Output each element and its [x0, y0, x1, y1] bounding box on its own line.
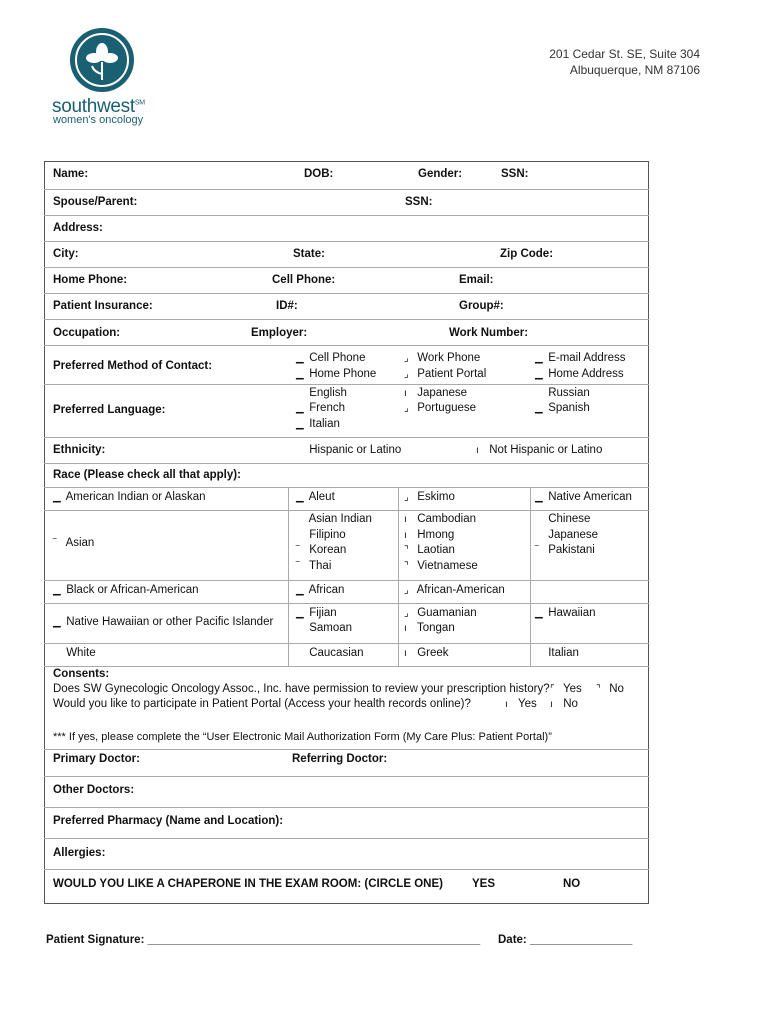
race-eskimo-option[interactable]: ⌟ Eskimo [404, 491, 455, 503]
consent-portal-question: Would you like to participate in Patient Portal (Access your health records online)? [53, 698, 471, 710]
row-divider [44, 215, 649, 216]
consent-portal-no[interactable]: ı No [550, 698, 578, 710]
address-label: Address: [53, 222, 103, 234]
language-english-option[interactable]: English [309, 387, 347, 399]
spouse-parent-label: Spouse/Parent: [53, 196, 138, 208]
ethnicity-not-hispanic-option[interactable]: ı Not Hispanic or Latino [476, 444, 603, 456]
race-pakistani-option[interactable]: ‾ Pakistani [535, 544, 595, 556]
race-aleut-option[interactable]: ▁ Aleut [296, 491, 335, 503]
contact-home-address-option[interactable]: ▁ Home Address [535, 368, 624, 380]
row-divider [44, 293, 649, 294]
contact-home-phone-option[interactable]: ▁ Home Phone [296, 368, 377, 380]
race-caucasian-option[interactable]: Caucasian [309, 647, 364, 659]
column-divider [530, 487, 531, 666]
referring-doctor-label: Referring Doctor: [292, 753, 388, 765]
race-thai-option[interactable]: ‾ Thai [296, 560, 332, 572]
consent-prescription-question: Does SW Gynecologic Oncology Assoc., Inc. have permission to review your prescription history? [53, 683, 550, 695]
race-filipino-option[interactable]: Filipino [309, 529, 346, 541]
ethnicity-label: Ethnicity: [53, 444, 106, 456]
row-divider [44, 319, 649, 320]
row-divider [44, 643, 649, 644]
race-hawaiian-pacific-option[interactable]: ▁ Native Hawaiian or other Pacific Islander [53, 616, 274, 628]
column-divider [398, 487, 399, 666]
race-vietnamese-option[interactable]: ⌝ Vietnamese [404, 560, 478, 572]
language-label: Preferred Language: [53, 404, 166, 416]
contact-work-phone-option[interactable]: ⌟ Work Phone [404, 352, 481, 364]
logo-subtitle: women's oncology [53, 114, 144, 126]
primary-doctor-label: Primary Doctor: [53, 753, 140, 765]
occupation-label: Occupation: [53, 327, 121, 339]
row-divider [44, 510, 649, 511]
race-guamanian-option[interactable]: ⌟ Guamanian [404, 607, 477, 619]
ethnicity-hispanic-option[interactable]: Hispanic or Latino [309, 444, 402, 456]
employer-label: Employer: [251, 327, 308, 339]
race-japanese-option[interactable]: Japanese [548, 529, 599, 541]
contact-patient-portal-option[interactable]: ⌟ Patient Portal [404, 368, 487, 380]
pharmacy-label: Preferred Pharmacy (Name and Location): [53, 815, 284, 827]
consent-prescription-no[interactable]: ⌝ No [596, 683, 624, 695]
row-divider [44, 838, 649, 839]
race-chinese-option[interactable]: Chinese [548, 513, 591, 525]
race-greek-option[interactable]: ı Greek [404, 647, 449, 659]
id-label: ID#: [276, 300, 298, 312]
language-italian-option[interactable]: ▁ Italian [296, 418, 340, 430]
cell-phone-label: Cell Phone: [272, 274, 336, 286]
consent-prescription-yes[interactable]: ⌜ Yes [550, 683, 582, 695]
consents-label: Consents: [53, 668, 110, 680]
race-samoan-option[interactable]: Samoan [309, 622, 353, 634]
row-divider [44, 487, 649, 488]
insurance-label: Patient Insurance: [53, 300, 153, 312]
race-tongan-option[interactable]: ı Tongan [404, 622, 455, 634]
row-divider [44, 437, 649, 438]
state-label: State: [293, 248, 325, 260]
zip-label: Zip Code: [500, 248, 554, 260]
row-divider [44, 384, 649, 385]
ssn-label: SSN: [501, 168, 529, 180]
row-divider [44, 603, 649, 604]
home-phone-label: Home Phone: [53, 274, 128, 286]
language-portuguese-option[interactable]: ⌟ Portuguese [404, 402, 477, 414]
row-divider [44, 463, 649, 464]
race-white-option[interactable]: White [66, 647, 96, 659]
chaperone-question: WOULD YOU LIKE A CHAPERONE IN THE EXAM ROOM: (CIRCLE ONE) [53, 878, 443, 890]
race-black-option[interactable]: ▁ Black or African-American [53, 584, 199, 596]
contact-email-option[interactable]: ▁ E-mail Address [535, 352, 626, 364]
patient-signature-field[interactable]: Patient Signature: ____________________________________________________ [46, 934, 481, 946]
language-japanese-option[interactable]: ı Japanese [404, 387, 468, 399]
practice-address: 201 Cedar St. SE, Suite 304 Albuquerque, NM 87106 [549, 47, 700, 77]
chaperone-yes[interactable]: YES [472, 878, 496, 890]
spouse-ssn-label: SSN: [405, 196, 433, 208]
portal-note: *** If yes, please complete the “User Electronic Mail Authorization Form (My Care Plus: Patient Portal)” [53, 731, 552, 743]
other-doctors-label: Other Doctors: [53, 784, 135, 796]
group-label: Group#: [459, 300, 504, 312]
race-hawaiian-option[interactable]: ▁ Hawaiian [535, 607, 596, 619]
contact-method-label: Preferred Method of Contact: [53, 360, 213, 372]
race-korean-option[interactable]: ‾ Korean [296, 544, 347, 556]
race-african-option[interactable]: ▁ African [296, 584, 345, 596]
row-divider [44, 749, 649, 750]
city-label: City: [53, 248, 79, 260]
row-divider [44, 776, 649, 777]
row-divider [44, 580, 649, 581]
consent-portal-yes[interactable]: ı Yes [505, 698, 537, 710]
row-divider [44, 807, 649, 808]
signature-date-field[interactable]: Date: ________________ [498, 934, 633, 946]
logo-emblem [70, 28, 134, 92]
name-label: Name: [53, 168, 89, 180]
logo-name: southwest℠ [52, 96, 145, 117]
row-divider [44, 189, 649, 190]
race-asian-indian-option[interactable]: Asian Indian [308, 513, 372, 525]
row-divider [44, 345, 649, 346]
dob-label: DOB: [304, 168, 334, 180]
row-divider [44, 267, 649, 268]
race-laotian-option[interactable]: ⌝ Laotian [404, 544, 455, 556]
row-divider [44, 666, 649, 667]
gender-label: Gender: [418, 168, 463, 180]
chaperone-no[interactable]: NO [563, 878, 581, 890]
work-number-label: Work Number: [449, 327, 529, 339]
row-divider [44, 241, 649, 242]
race-hmong-option[interactable]: ı Hmong [404, 529, 455, 541]
email-label: Email: [459, 274, 494, 286]
race-label: Race (Please check all that apply): [53, 469, 241, 481]
language-french-option[interactable]: ▁ French [296, 402, 345, 414]
row-divider [44, 869, 649, 870]
race-american-indian-option[interactable]: ▁ American Indian or Alaskan [53, 491, 206, 503]
race-african-american-option[interactable]: ⌟ African-American [404, 584, 505, 596]
race-asian-option[interactable]: ‾ Asian [53, 537, 95, 549]
contact-cell-phone-option[interactable]: ▁ Cell Phone [296, 352, 366, 364]
language-spanish-option[interactable]: ▁ Spanish [535, 402, 590, 414]
race-italian-option[interactable]: Italian [548, 647, 579, 659]
language-russian-option[interactable]: Russian [548, 387, 590, 399]
race-fijian-option[interactable]: ▁ Fijian [296, 607, 337, 619]
race-native-american-option[interactable]: ▁ Native American [535, 491, 632, 503]
race-cambodian-option[interactable]: ı Cambodian [404, 513, 477, 525]
column-divider [288, 487, 289, 666]
allergies-label: Allergies: [53, 847, 106, 859]
